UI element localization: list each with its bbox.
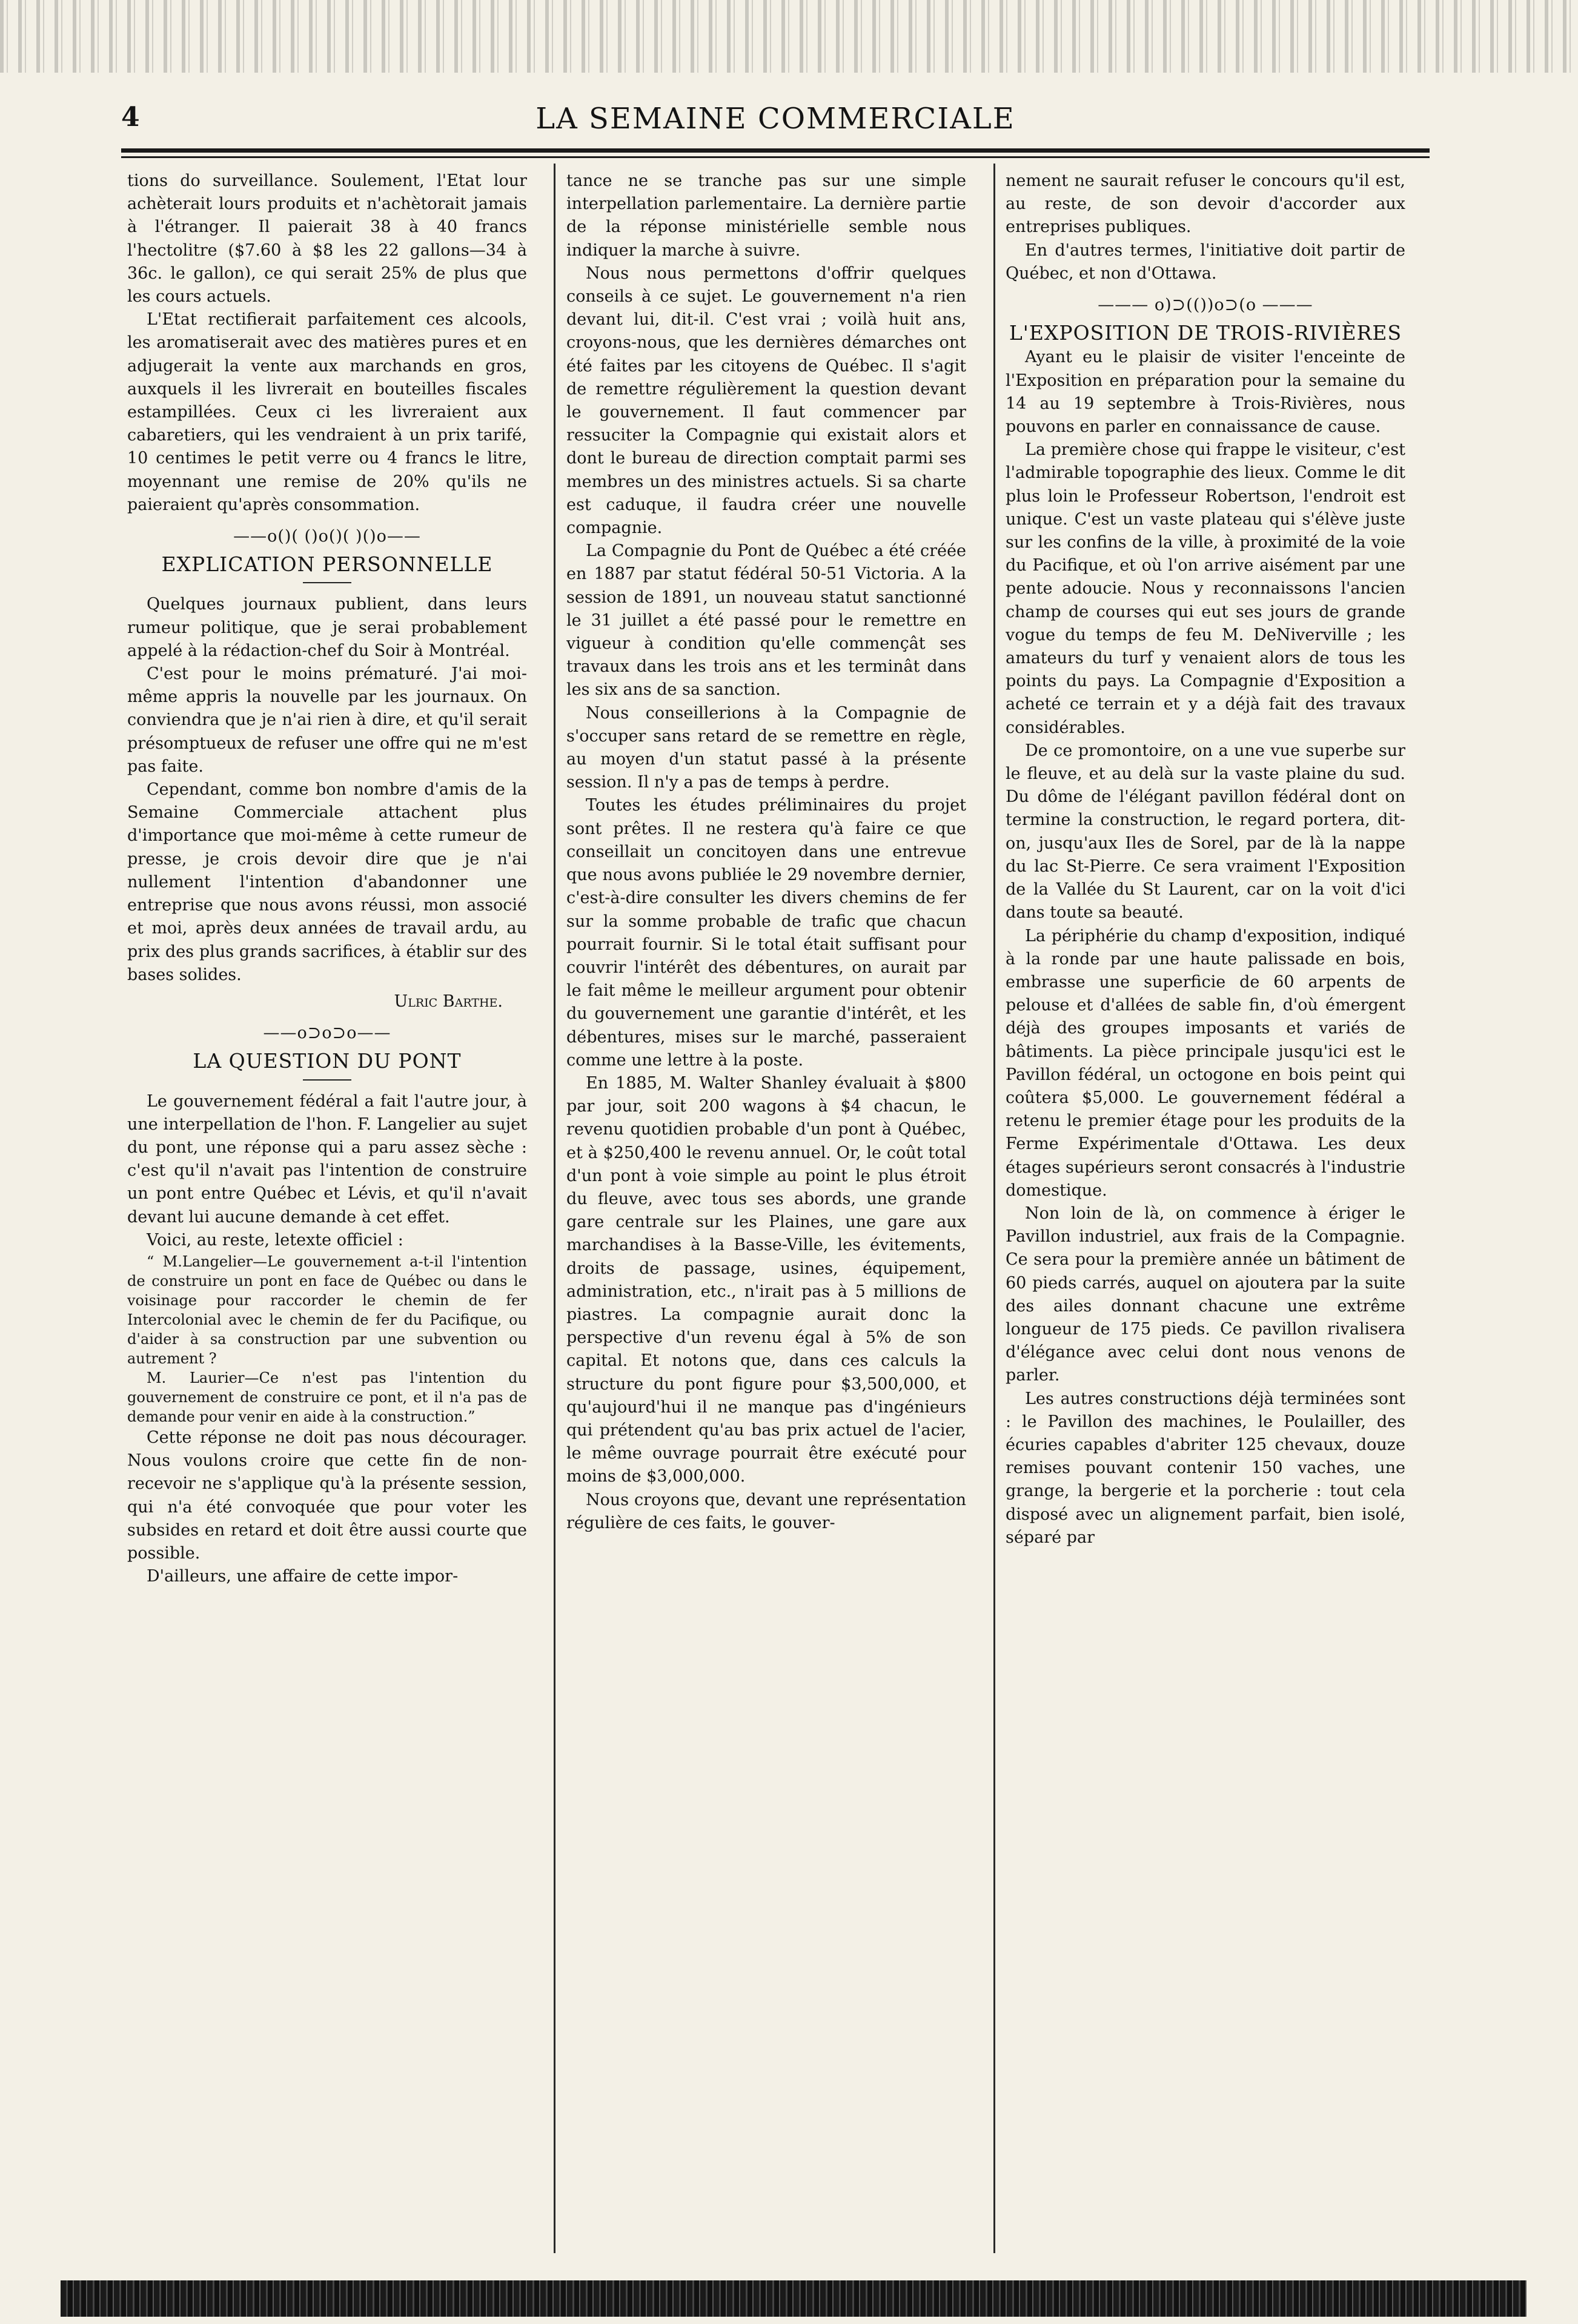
section-ornament: ——o()( ()o()( )()o——: [233, 527, 421, 546]
heading-dash: [303, 1079, 351, 1081]
scan-noise-bottom: [61, 2280, 1527, 2317]
column-divider-2: [993, 164, 995, 2253]
scan-noise-top: [0, 0, 1578, 73]
paragraph: De ce promontoire, on a une vue superbe sur le fleuve, et au delà sur la vaste plaine du sud. Du dôme de l'élégant pavillon fédéral dont on termine la construction, le regard portera, dit-on, jusqu'aux Iles de Sorel, par de là la nappe du lac St-Pierre. Ce sera vraiment l'Exposition de la Vallée du St Laurent, car on la voit d'ici dans toute sa beauté.: [1006, 741, 1405, 922]
paragraph: La Compagnie du Pont de Québec a été créée en 1887 par statut fédéral 50-51 Victoria. A la session de 1891, un nouveau statut sanctionné le 31 juillet a été passé pour le remettre en vigueur à condition qu'elle commençât ses travaux dans les trois ans et les terminât dans les six ans de sa sanction.: [566, 541, 966, 700]
paragraph: Nous conseillerions à la Compagnie de s'occuper sans retard de se remettre en règle, au moyen d'un statut passé à la présente session. Il n'y a pas de temps à perdre.: [566, 703, 966, 792]
section-ornament: ——o⊃o⊃o——: [263, 1024, 391, 1043]
page-header: [121, 102, 1430, 150]
column-divider-1: [554, 164, 555, 2253]
article-heading-explication: EXPLICATION PERSONNELLE: [161, 552, 493, 577]
heading-dash: [303, 582, 351, 583]
column-2: [566, 170, 966, 2253]
paragraph: Le gouvernement fédéral a fait l'autre jour, à une interpellation de l'hon. F. Langelier au sujet du pont, une réponse qui a paru assez sèche : c'est qu'il n'avait pas l'intention de construire un pont entre Québec et Lévis, et qu'il n'avait devant lui aucune demande à cet effet.: [127, 1091, 527, 1227]
paragraph: En d'autres termes, l'initiative doit partir de Québec, et non d'Ottawa.: [1006, 240, 1405, 283]
paragraph: Toutes les études préliminaires du projet sont prêtes. Il ne restera qu'à faire ce que conseillait un concitoyen dans une entrevue que nous avons publiée le 29 novembre dernier, c'est-à-dire consulter les divers chemins de fer sur la somme probable de trafic que chacun pourrait fournir. Si le total était suffisant pour couvrir l'intérêt des débentures, on aurait par le fait même le meilleur argument pour obtenir du gouvernement une garantie d'intérêt, et les débentures, mises sur le marché, passeraient comme une lettre à la poste.: [566, 796, 966, 1070]
paragraph: Cependant, comme bon nombre d'amis de la Semaine Commerciale attachent plus d'importance que moi-même à cette rumeur de presse, je crois devoir dire que je n'ai nullement l'intention d'abandonner une entreprise que nous avons réussi, mon associé et moi, après deux années de travail ardu, au prix des plus grands sacrifices, à établir sur des bases solides.: [127, 780, 527, 984]
masthead-title: LA SEMAINE COMMERCIALE: [535, 102, 1015, 136]
paragraph: tance ne se tranche pas sur une simple interpellation parlementaire. La dernière partie de la réponse ministérielle semble nous indiquer la marche à suivre.: [566, 171, 966, 260]
quote-paragraph: M. Laurier—Ce n'est pas l'intention du gouvernement de construire ce pont, et il n'a pas de demande pour venir en aide à la construction.”: [127, 1369, 527, 1425]
paragraph: L'Etat rectifierait parfaitement ces alcools, les aromatiserait avec des matières pures et en adjugerait la vente aux marchands en gros, auxquels il les livrerait en bouteilles fiscales estampillées. Ceux ci les livreraient aux cabaretiers, qui les vendraient à un prix tarifé, 10 centimes le petit verre ou 4 francs le litre, moyennant une remise de 20% qu'ils ne paieraient qu'après consommation.: [127, 310, 527, 514]
paragraph: Les autres constructions déjà terminées sont : le Pavillon des machines, le Poulailler, des écuries capables d'abriter 125 chevaux, douze remises pouvant contenir 150 vaches, une grange, la bergerie et la porcherie : tout cela disposé avec un alignement parfait, bien isolé, séparé par: [1006, 1389, 1405, 1547]
paragraph: Nous nous permettons d'offrir quelques conseils à ce sujet. Le gouvernement n'a rien devant lui, dit-il. C'est vrai ; voilà huit ans, croyons-nous, que les dernières démarches ont été faites par les citoyens de Québec. Il s'agit de remettre régulièrement la question devant le gouvernement. Il faut commencer par ressuciter la Compagnie qui existait alors et dont le bureau de direction comptait parmi ses membres un des ministres actuels. Si sa charte est caduque, il faudra créer une nouvelle compagnie.: [566, 263, 966, 538]
column-3: [1006, 170, 1405, 2253]
paragraph: D'ailleurs, une affaire de cette impor-: [147, 1567, 459, 1586]
paragraph: En 1885, M. Walter Shanley évaluait à $800 par jour, soit 200 wagons à $4 chacun, le revenu quotidien probable d'un pont à Québec, et à $250,400 le revenu annuel. Or, le coût total d'un pont à voie simple au point le plus étroit du fleuve, avec tous ses abords, une grande gare centrale sur les Plaines, une gare aux marchandises à la Basse-Ville, les évitements, droits de passage, usines, équipement, administration, etc., n'irait pas à 5 millions de piastres. La compagnie aurait donc la perspective d'un revenu égal à 5% de son capital. Et notons que, dans ces calculs la structure du pont figure pour $3,500,000, et qu'aujourd'hui il ne manque pas d'ingénieurs qui prétendent qu'au bas prix actuel de l'acier, le même ouvrage pourrait être exécuté pour moins de $3,000,000.: [566, 1073, 966, 1486]
paragraph: Cette réponse ne doit pas nous décourager. Nous voulons croire que cette fin de non-recevoir ne s'applique qu'à la présente session, qui n'a été convoquée que pour voter les subsides en retard et doit être aussi courte que possible.: [127, 1428, 527, 1563]
column-1: [127, 170, 527, 2253]
paragraph: La première chose qui frappe le visiteur, c'est l'admirable topographie des lieux. Comme le dit plus loin le Professeur Robertson, l'endroit est unique. C'est un vaste plateau qui s'élève juste sur les confins de la ville, à proximité de la voie du Pacifique, et où l'on arrive aisément par une pente adoucie. Nous y reconnaissons l'ancien champ de courses qui eut ses jours de grande vogue du temps de feu M. DeNiverville ; les amateurs du turf y venaient alors de tous les points du pays. La Compagnie d'Exposition a acheté ce terrain et y a déjà fait des travaux considérables.: [1006, 440, 1405, 737]
article-heading-exposition: L'EXPOSITION DE TROIS-RIVIÈRES: [1009, 321, 1402, 345]
paragraph: nement ne saurait refuser le concours qu'il est, au reste, de son devoir d'accorder aux entreprises publiques.: [1006, 171, 1405, 237]
article-heading-pont: LA QUESTION DU PONT: [193, 1049, 462, 1073]
paragraph: Quelques journaux publient, dans leurs rumeur politique, que je serai probablement appelé à la rédaction-chef du Soir à Montréal.: [127, 595, 527, 660]
quote-paragraph: “ M.Langelier—Le gouvernement a-t-il l'intention de construire un pont en face de Québec ou dans le voisinage pour raccorder le chemin de fer Intercolonial avec le chemin de fer du Pacifique, ou d'aider à sa construction par une subvention ou autrement ?: [127, 1253, 527, 1367]
paragraph: Voici, au reste, letexte officiel :: [147, 1230, 403, 1250]
header-rule-thin: [121, 156, 1430, 158]
paragraph: Nous croyons que, devant une représentation régulière de ces faits, le gouver-: [566, 1490, 966, 1532]
page-number: 4: [121, 102, 140, 133]
paragraph: Non loin de là, on commence à ériger le Pavillon industriel, aux frais de la Compagnie. Ce sera pour la première année un bâtiment de 60 pieds carrés, auquel on ajoutera par la suite des ailes donnant chacune une extrême longueur de 175 pieds. Ce pavillon rivalisera d'élégance avec celui dont nous venons de parler.: [1006, 1203, 1405, 1385]
paragraph: C'est pour le moins prématuré. J'ai moi-même appris la nouvelle par les journaux. On conviendra que je n'ai rien à dire, et qu'il serait présomptueux de refuser une offre qui ne m'est pas faite.: [127, 664, 527, 776]
paragraph: tions do surveillance. Soulement, l'Etat lour achèterait lours produits et n'achètorait jamais à l'étranger. Il paierait 38 à 40 francs l'hectolitre ($7.60 à $8 les 22 gallons—34 à 36c. le gallon), ce qui serait 25% de plus que les cours actuels.: [127, 171, 527, 306]
paragraph: La périphérie du champ d'exposition, indiqué à la ronde par une haute palissade en bois, embrasse une superficie de 60 arpents de pelouse et d'allées de sable fin, d'où émergent déjà des groupes imposants et variés de bâtiments. La pièce principale jusqu'ici est le Pavillon fédéral, un octogone en bois peint qui coûtera $5,000. Le gouvernement fédéral a retenu le premier étage pour les produits de la Ferme Expérimentale d'Ottawa. Les deux étages supérieurs seront consacrés à l'industrie domestique.: [1006, 926, 1405, 1200]
header-rule-thick: [121, 148, 1430, 153]
signature: Ulric Barthe.: [394, 992, 503, 1011]
paragraph: Ayant eu le plaisir de visiter l'enceinte de l'Exposition en préparation pour la semaine du 14 au 19 septembre à Trois-Rivières, nous pouvons en parler en connaissance de cause.: [1006, 348, 1405, 437]
section-ornament: ——— o)⊃(())o⊃(o ———: [1098, 296, 1313, 315]
